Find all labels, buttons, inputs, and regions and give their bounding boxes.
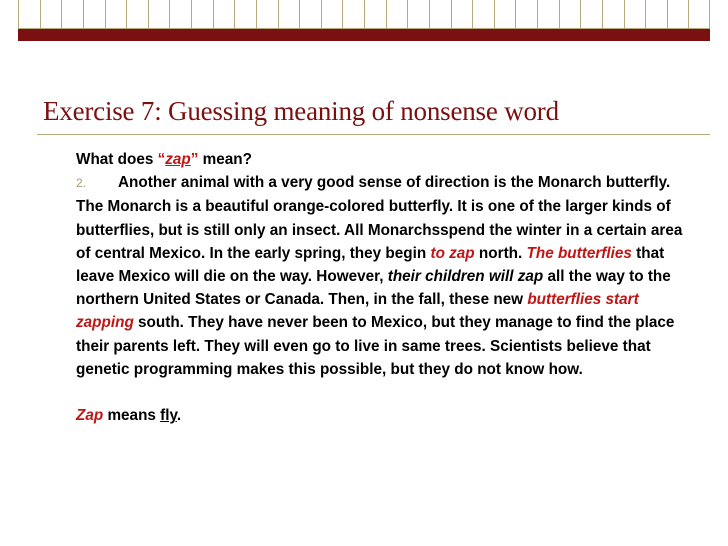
answer-line — [76, 404, 698, 427]
answer-meaning: fly — [160, 407, 177, 425]
question-prefix: What does — [76, 151, 158, 168]
paragraph-number: 2. — [76, 176, 87, 191]
top-red-bar — [18, 29, 710, 41]
slide-body — [76, 148, 698, 427]
close-quote: ” — [190, 151, 199, 168]
answer-word: Zap — [76, 407, 104, 425]
passage-text: north. — [474, 244, 527, 262]
question-word: zap — [165, 151, 191, 168]
question-line — [76, 148, 698, 171]
passage-text: that leave Mexico will die on the way. However, — [76, 244, 665, 286]
passage-text: Another animal with a very good sense of direction is the Monarch butterfly. The Monarch is a beautiful orange-colored butterfly. It is one of the larger kinds of butterflies, but is still only an insect. All Monarchsspend the winter in a certain area of central Mexico. In the early spring, they begin — [76, 174, 683, 262]
answer-middle: means — [103, 407, 161, 425]
highlight-butterflies-start-zapping: butterflies start zapping — [76, 291, 639, 332]
highlight-to-zap: to zap — [430, 244, 475, 262]
italic-their-children-will-zap: their children will zap — [387, 268, 544, 286]
passage-paragraph — [76, 171, 698, 381]
title-divider — [37, 134, 710, 135]
passage-text: south. They have never been to Mexico, but they manage to find the place their parents left. They will even go to live in same trees. Scientists believe that genetic programming makes this possible, but they do not know how. — [76, 314, 675, 378]
question-suffix: mean? — [198, 151, 252, 168]
slide-title: Exercise 7: Guessing meaning of nonsense word — [43, 96, 559, 126]
answer-end: . — [176, 407, 182, 425]
highlight-the-butterflies: The butterflies — [526, 244, 632, 262]
open-quote: “ — [157, 151, 166, 168]
top-grid-decoration — [18, 0, 710, 29]
passage-text: all the way to the northern United States or Canada. Then, in the fall, these new — [76, 268, 671, 309]
